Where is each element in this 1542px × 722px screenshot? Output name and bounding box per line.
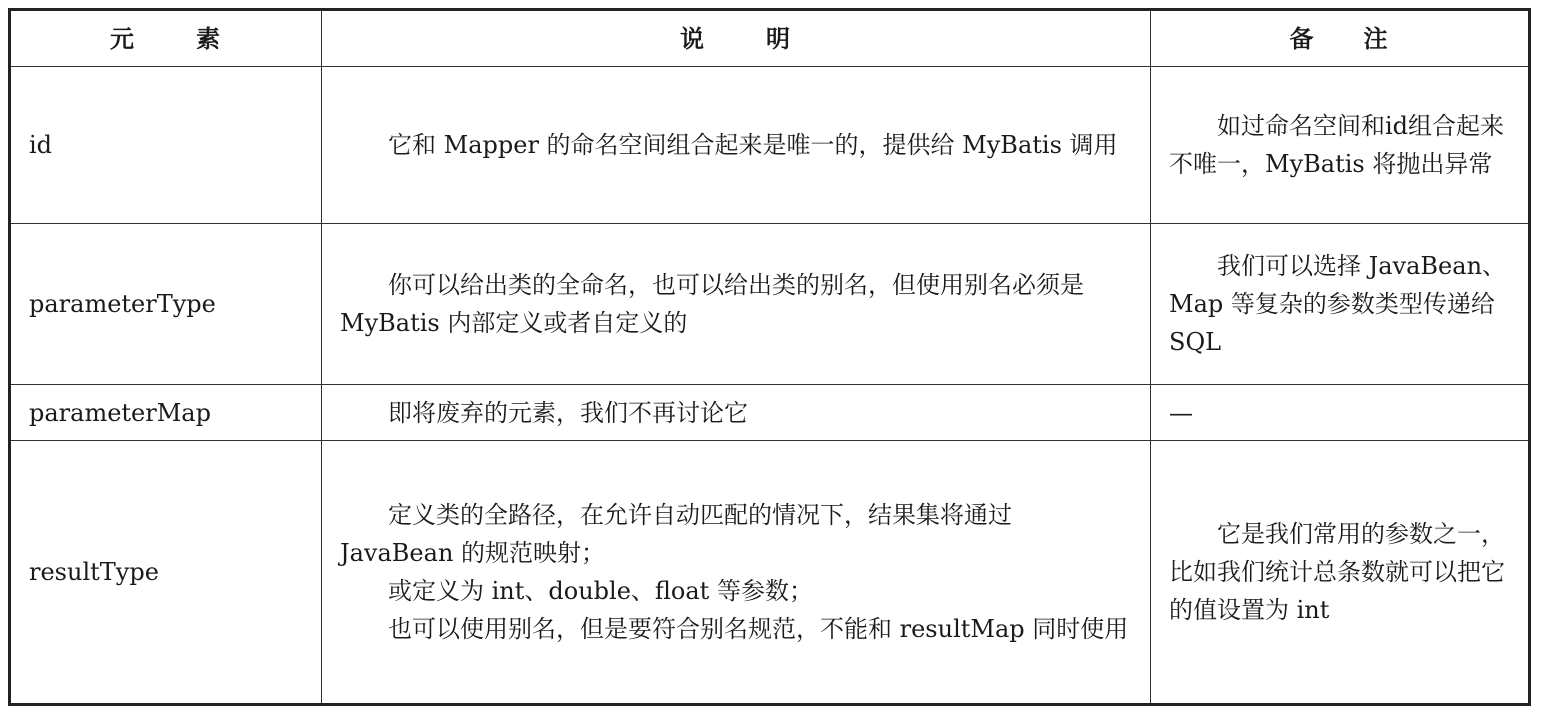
table-container xyxy=(8,8,1528,700)
element-cell: parameterMap xyxy=(10,385,322,441)
description-cell xyxy=(322,441,1151,705)
header-note xyxy=(1151,10,1530,67)
header-description-char-1: 说 xyxy=(680,23,706,53)
note-cell xyxy=(1151,441,1530,705)
description-paragraph: 或定义为 int、double、float 等参数； xyxy=(388,577,813,605)
description-paragraph: 定义类的全路径，在允许自动匹配的情况下，结果集将通过 JavaBean 的规范映射； xyxy=(340,501,1012,567)
description-cell xyxy=(322,224,1151,385)
description-paragraph: 也可以使用别名，但是要符合别名规范，不能和 resultMap 同时使用 xyxy=(388,615,1129,643)
table-row xyxy=(10,224,1530,385)
description-paragraph: 它和 Mapper 的命名空间组合起来是唯一的，提供给 MyBatis 调用 xyxy=(388,131,1118,159)
note-text: 如过命名空间和id组合起来不唯一，MyBatis 将抛出异常 xyxy=(1169,112,1505,178)
table-row xyxy=(10,67,1530,224)
description-cell xyxy=(322,385,1151,441)
header-note-char-2: 注 xyxy=(1363,23,1390,53)
header-element-char-2: 素 xyxy=(196,23,222,53)
note-text: 我们可以选择 JavaBean、Map 等复杂的参数类型传递给 SQL xyxy=(1169,252,1507,356)
note-text: 它是我们常用的参数之一，比如我们统计总条数就可以把它的值设置为 int xyxy=(1169,520,1505,624)
note-cell xyxy=(1151,385,1530,441)
table-row xyxy=(10,385,1530,441)
header-element xyxy=(10,10,322,67)
description-paragraph: 即将废弃的元素，我们不再讨论它 xyxy=(388,398,748,427)
description-paragraph: 你可以给出类的全命名，也可以给出类的别名，但使用别名必须是 MyBatis 内部定义或者自定义的 xyxy=(340,271,1084,337)
header-description-char-2: 明 xyxy=(766,23,792,53)
header-description xyxy=(322,10,1151,67)
header-row xyxy=(10,10,1530,67)
note-cell xyxy=(1151,224,1530,385)
element-cell: id xyxy=(10,67,322,224)
element-cell: resultType xyxy=(10,441,322,705)
header-element-char-1: 元 xyxy=(110,23,136,53)
element-cell: parameterType xyxy=(10,224,322,385)
description-cell xyxy=(322,67,1151,224)
header-note-char-1: 备 xyxy=(1289,23,1316,53)
note-cell xyxy=(1151,67,1530,224)
note-text: — xyxy=(1169,398,1193,427)
table-row xyxy=(10,441,1530,705)
mybatis-elements-table xyxy=(8,8,1531,706)
